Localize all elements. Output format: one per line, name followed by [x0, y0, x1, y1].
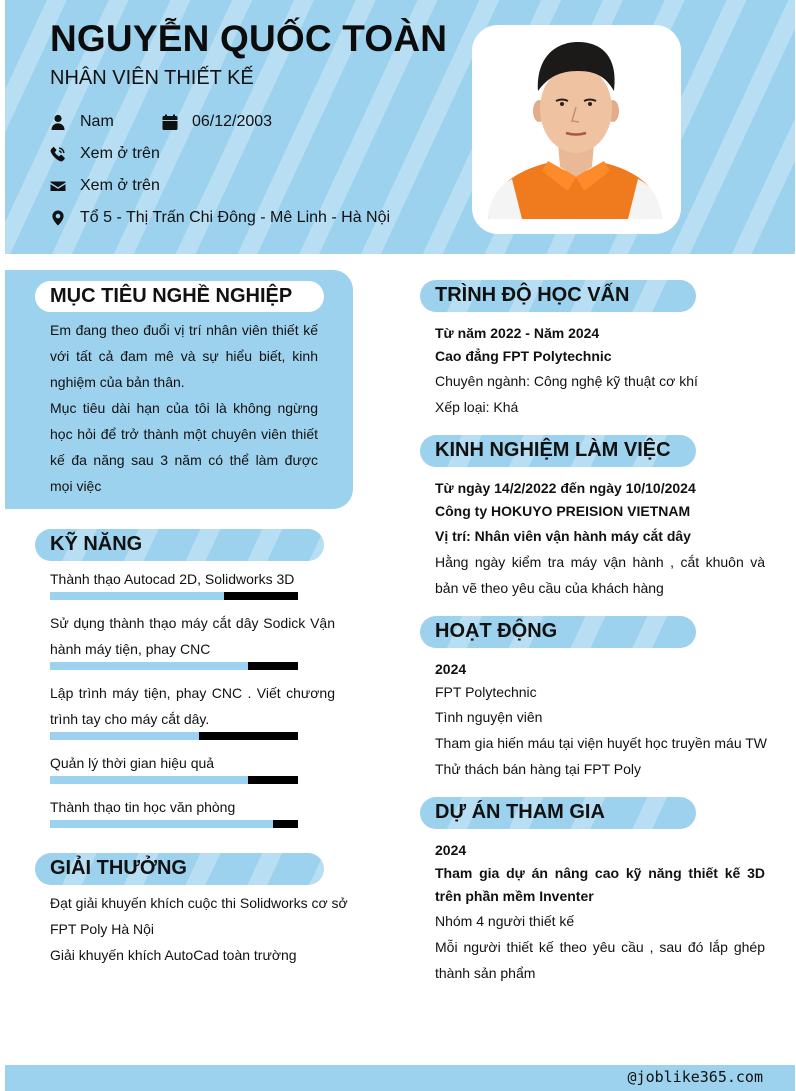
experience-heading-pill — [420, 435, 696, 467]
address-row — [50, 209, 390, 227]
skill-label: Sử dụng thành thạo máy cắt dây Sodick Vận hành máy tiện, phay CNC — [50, 615, 335, 657]
skill-bar — [50, 776, 298, 784]
project-title: Tham gia dự án nâng cao kỹ năng thiết kế 3D trên phần mềm Inventer — [435, 865, 765, 904]
objective-heading: MỤC TIÊU NGHỀ NGHIỆP — [50, 285, 293, 307]
skill-bar-fill — [50, 820, 273, 828]
experience-period: Từ ngày 14/2/2022 đến ngày 10/10/2024 — [435, 480, 696, 496]
projects-heading: DỰ ÁN THAM GIA — [435, 801, 605, 823]
watermark-text: @joblike365.com — [627, 1068, 763, 1086]
experience-heading: KINH NGHIỆM LÀM VIỆC — [435, 439, 671, 461]
skill-bar-fill — [50, 592, 224, 600]
projects-year: 2024 — [435, 842, 467, 858]
activity-item: Tham gia hiến máu tại viện huyết học truyền máu TW — [435, 735, 768, 751]
skills-heading-pill — [35, 529, 324, 561]
gender-row — [50, 113, 114, 131]
activities-year: 2024 — [435, 661, 467, 677]
envelope-icon — [50, 178, 66, 194]
skill-bar-fill — [50, 732, 199, 740]
activities-heading-pill — [420, 616, 696, 648]
phone-row — [50, 145, 160, 163]
gender-value: Nam — [80, 113, 114, 130]
activities-section — [435, 658, 775, 782]
activity-item: FPT Polytechnic — [435, 684, 537, 700]
birthdate-row — [162, 113, 272, 131]
education-grade: Xếp loại: Khá — [435, 399, 519, 415]
job-title: NHÂN VIÊN THIẾT KẾ — [50, 67, 254, 89]
project-team: Nhóm 4 người thiết kế — [435, 913, 575, 929]
education-major: Chuyên ngành: Công nghệ kỹ thuật cơ khí — [435, 373, 698, 389]
awards-heading-pill — [35, 853, 324, 885]
awards-heading: GIẢI THƯỞNG — [50, 857, 187, 879]
objective-text — [50, 317, 318, 499]
skill-label: Quản lý thời gian hiệu quả — [50, 755, 215, 771]
calendar-icon — [162, 114, 178, 130]
profile-photo — [472, 25, 681, 234]
experience-section — [435, 477, 765, 601]
activity-item: Thử thách bán hàng tại FPT Poly — [435, 761, 642, 777]
education-school: Cao đẳng FPT Polytechnic — [435, 348, 612, 364]
objective-paragraph: Em đang theo đuổi vị trí nhân viên thiết kế với tất cả đam mê và sự hiểu biết, kinh nghiệm của bản thân. — [50, 322, 318, 390]
activity-item: Tình nguyện viên — [435, 709, 543, 725]
education-period: Từ năm 2022 - Năm 2024 — [435, 325, 600, 341]
skill-bar — [50, 820, 298, 828]
map-pin-icon — [50, 210, 66, 226]
phone-value: Xem ở trên — [80, 145, 160, 162]
skills-heading: KỸ NĂNG — [50, 533, 143, 555]
skill-bar — [50, 732, 298, 740]
skill-bar-fill — [50, 776, 248, 784]
skill-bar-fill — [50, 662, 248, 670]
experience-company: Công ty HOKUYO PREISION VIETNAM — [435, 503, 691, 519]
education-section — [435, 322, 765, 420]
footer-bar — [5, 1065, 795, 1091]
education-heading: TRÌNH ĐỘ HỌC VẤN — [435, 284, 630, 306]
email-row — [50, 177, 160, 195]
skill-label: Thành thạo tin học văn phòng — [50, 799, 236, 815]
skill-bar — [50, 592, 298, 600]
projects-section — [435, 839, 765, 986]
user-icon — [50, 114, 66, 130]
activities-heading: HOẠT ĐỘNG — [435, 620, 558, 642]
skill-label: Lập trình máy tiện, phay CNC . Viết chương trình tay cho máy cắt dây. — [50, 685, 335, 727]
project-description: Mỗi người thiết kế theo yêu cầu , sau đó lắp ghép thành sản phẩm — [435, 939, 765, 981]
awards-list — [50, 890, 360, 968]
phone-icon — [50, 146, 66, 162]
email-value: Xem ở trên — [80, 177, 160, 194]
birthdate-value: 06/12/2003 — [192, 113, 273, 130]
objective-paragraph: Mục tiêu dài hạn của tôi là không ngừng học hỏi để trở thành một chuyên viên thiết kế đa năng sau 3 năm có thể làm được mọi việc — [50, 400, 318, 494]
experience-position: Vị trí: Nhân viên vận hành máy cắt dây — [435, 528, 691, 544]
objective-heading-pill — [35, 281, 324, 312]
skill-bar — [50, 662, 298, 670]
skill-label: Thành thạo Autocad 2D, Solidworks 3D — [50, 571, 295, 587]
candidate-name: NGUYỄN QUỐC TOÀN — [50, 18, 448, 59]
education-heading-pill — [420, 280, 696, 312]
experience-description: Hằng ngày kiểm tra máy vận hành , cắt khuôn và bản vẽ theo yêu cầu của khách hàng — [435, 554, 765, 596]
address-value: Tổ 5 - Thị Trấn Chi Đông - Mê Linh - Hà Nội — [80, 209, 391, 226]
career-objective-panel — [5, 270, 353, 509]
award-item: Giải khuyến khích AutoCad toàn trường — [50, 947, 297, 963]
cv-header — [5, 0, 795, 254]
projects-heading-pill — [420, 797, 696, 829]
award-item: Đạt giải khuyến khích cuộc thi Solidworks cơ sở FPT Poly Hà Nội — [50, 895, 348, 937]
